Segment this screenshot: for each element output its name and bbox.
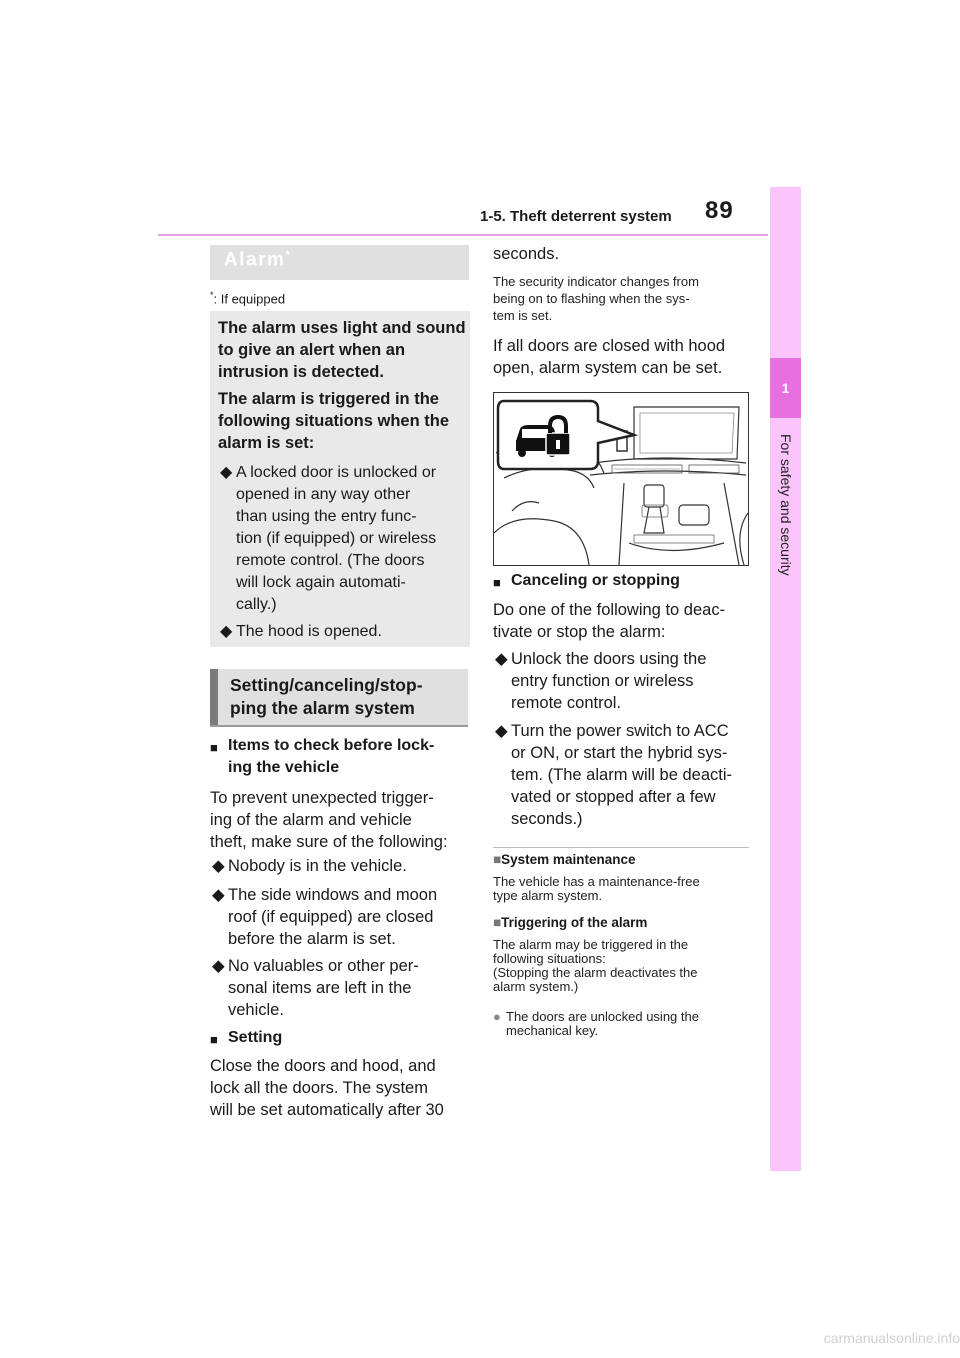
line: opened in any way other [236, 486, 411, 503]
chapter-tab-label [770, 430, 801, 620]
chapter-tab-strip [770, 187, 801, 1171]
line: entry function or wireless [511, 672, 694, 690]
bullet-diamond-icon: ◆ [220, 464, 233, 481]
section-rule [210, 725, 468, 727]
line: vehicle. [228, 1001, 284, 1019]
square-bullet-icon: ■ [210, 1032, 218, 1047]
line: (Stopping the alarm deactivates the [493, 965, 698, 980]
line: The side windows and moon [228, 886, 438, 904]
maintenance-text [493, 875, 753, 903]
line: open, alarm system can be set. [493, 359, 723, 377]
heading-text: Setting [228, 1029, 283, 1046]
check-bullet-3 [212, 955, 460, 1021]
footnote-text: : If equipped [213, 291, 286, 307]
trigger-text [493, 938, 753, 994]
dashboard-drawing [494, 393, 748, 565]
heading-text: Canceling or stopping [511, 572, 680, 589]
cancel-bullet-2 [495, 720, 743, 830]
line: Nobody is in the vehicle. [228, 857, 407, 875]
line: ing of the alarm and vehicle [210, 811, 412, 829]
line: Unlock the doors using the [511, 650, 707, 668]
square-bullet-icon: ■ [493, 575, 501, 590]
line: The hood is opened. [236, 623, 382, 640]
chapter-tab-text: For safety and security [778, 434, 794, 576]
line: Do one of the following to deac- [493, 601, 726, 619]
line: vated or stopped after a few [511, 788, 716, 806]
check-bullet-1 [212, 855, 460, 877]
line: remote control. (The doors [236, 552, 425, 569]
line: alarm system.) [493, 979, 579, 994]
setting-paragraph-continued [493, 243, 753, 265]
items-check-heading [210, 735, 470, 779]
check-bullet-2 [212, 884, 460, 950]
heading-text: Triggering of the alarm [501, 915, 648, 930]
line: If all doors are closed with hood [493, 337, 726, 355]
section-title-line: Setting/canceling/stop- [230, 675, 423, 695]
notes-divider [493, 847, 749, 848]
line: cally.) [236, 596, 277, 613]
footnote-mark: * [210, 290, 214, 300]
line: being on to flashing when the sys- [493, 291, 690, 306]
bullet-diamond-icon: ◆ [212, 957, 225, 975]
line: tem is set. [493, 308, 553, 323]
square-bullet-icon: ■ [210, 740, 218, 755]
footnote [210, 290, 285, 306]
line: A locked door is unlocked or [236, 464, 437, 481]
trigger-heading [493, 915, 753, 930]
line: Turn the power switch to ACC [511, 722, 729, 740]
alarm-section-heading [210, 245, 469, 280]
line: sonal items are left in the [228, 979, 412, 997]
line: No valuables or other per- [228, 957, 419, 975]
note-bullet-icon: ● [493, 1009, 501, 1024]
setting-note [493, 273, 753, 324]
line: type alarm system. [493, 888, 603, 903]
line: To prevent unexpected trigger- [210, 789, 434, 807]
line: Close the doors and hood, and [210, 1057, 436, 1075]
line: theft, make sure of the following: [210, 833, 448, 851]
bullet-diamond-icon: ◆ [212, 886, 225, 904]
line: tion (if equipped) or wireless [236, 530, 437, 547]
square-bullet-icon: ■ [493, 852, 502, 867]
setting-heading [210, 1027, 410, 1049]
square-bullet-icon: ■ [493, 915, 502, 930]
line: The doors are unlocked using the [506, 1009, 699, 1024]
section-title-line: ping the alarm system [230, 698, 415, 718]
canceling-heading [493, 570, 753, 592]
line: mechanical key. [506, 1023, 599, 1038]
line: remote control. [511, 694, 622, 712]
line: lock all the doors. The system [210, 1079, 428, 1097]
bullet-diamond-icon: ◆ [212, 857, 225, 875]
canceling-paragraph [493, 599, 755, 643]
setting-paragraph-2 [493, 335, 753, 379]
line: than using the entry func- [236, 508, 417, 525]
heading-text: System maintenance [501, 852, 636, 867]
watermark: carmanualsonline.info [823, 1330, 960, 1346]
line: The vehicle has a maintenance-free [493, 874, 700, 889]
maintenance-heading [493, 852, 753, 867]
bullet-diamond-icon: ◆ [220, 623, 233, 640]
alarm-title: Alarm [224, 249, 286, 271]
line: seconds.) [511, 810, 583, 828]
intro-box [210, 311, 470, 647]
setting-section-heading [210, 669, 468, 725]
line: Items to check before lock- [228, 737, 435, 754]
page-number: 89 [705, 197, 734, 224]
cancel-bullet-1 [495, 648, 743, 714]
dashboard-illustration [493, 392, 749, 566]
line: The security indicator changes from [493, 274, 699, 289]
header-rule [158, 234, 768, 236]
setting-paragraph [210, 1055, 480, 1121]
line: seconds. [493, 245, 560, 263]
line: tivate or stop the alarm: [493, 623, 666, 641]
line: roof (if equipped) are closed [228, 908, 434, 926]
line: ing the vehicle [228, 759, 340, 776]
section-header: 1-5. Theft deterrent system [480, 208, 672, 225]
intro-paragraph-1: The alarm uses light and sound to give an alert when an intrusion is detected. [218, 319, 466, 381]
bullet-diamond-icon: ◆ [495, 722, 508, 740]
alarm-title-mark: * [285, 249, 292, 261]
items-check-paragraph [210, 787, 472, 853]
line: will be set automatically after 30 [210, 1101, 444, 1119]
line: The alarm may be triggered in the [493, 937, 689, 952]
line: will lock again automati- [236, 574, 406, 591]
chapter-number: 1 [770, 358, 801, 418]
intro-paragraph-2: The alarm is triggered in the following situations when the alarm is set: [218, 390, 449, 452]
bullet-diamond-icon: ◆ [495, 650, 508, 668]
line: before the alarm is set. [228, 930, 396, 948]
line: following situations: [493, 951, 606, 966]
line: or ON, or start the hybrid sys- [511, 744, 728, 762]
line: tem. (The alarm will be deacti- [511, 766, 732, 784]
